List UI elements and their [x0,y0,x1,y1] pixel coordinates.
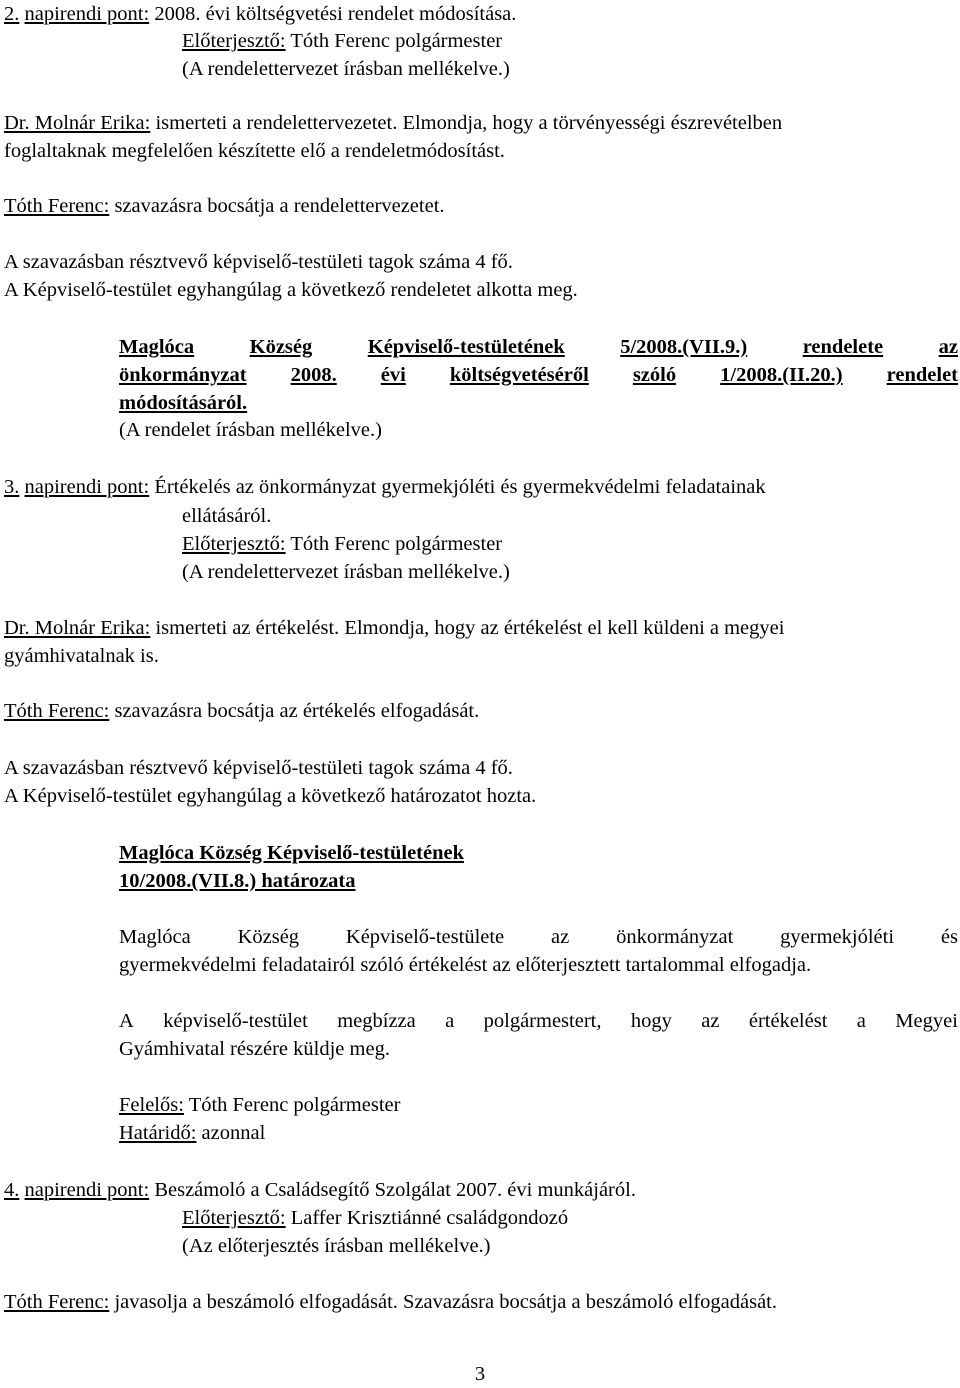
item3-p1-line1 [4,614,784,642]
item3-heading [4,473,766,501]
res-word: Maglóca [119,926,191,948]
item3-p1-text: ismerteti az értékelést. Elmondja, hogy az értékelést el kell küldeni a megyei [155,617,785,639]
item2-vote-line2: A Képviselő-testület egyhangúlag a következő rendeletet alkotta meg. [4,279,578,301]
res-word: a [445,1010,455,1032]
item2-p1-line2: foglaltaknak megfelelően készítette elő a rendeletmódosítást. [4,140,505,162]
item3-presenter-label: Előterjesztő: [182,533,286,555]
item4-presenter-label: Előterjesztő: [182,1207,286,1229]
page-number: 3 [474,1363,486,1385]
item2-decree-line2 [119,361,958,389]
item3-resolution-title1: Maglóca Község Képviselő-testületének [119,842,465,864]
item4-presenter [182,1204,568,1232]
item3-p2 [4,697,479,725]
decree-word: Képviselő-testületének [367,336,565,358]
item4-heading [4,1176,636,1204]
decree-word: önkormányzat [119,364,247,386]
item4-p1-text: javasolja a beszámoló elfogadását. Szavazásra bocsátja a beszámoló elfogadását. [114,1291,777,1313]
item3-vote-line1: A szavazásban résztvevő képviselő-testületi tagok száma 4 fő. [4,757,513,779]
item2-presenter [182,27,502,55]
item2-heading [4,0,516,28]
item3-res-p1-line1 [119,923,958,951]
item2-presenter-label: Előterjesztő: [182,30,286,52]
res-word: Megyei [895,1010,958,1032]
res-word: az [551,926,570,948]
res-word: gyermekjóléti [780,926,895,948]
item4-attachment: (Az előterjesztés írásban mellékelve.) [182,1235,491,1257]
item3-deadline-label: Határidő: [119,1122,197,1144]
item3-heading-label: napirendi pont: [24,476,150,498]
item2-p1-line1 [4,109,782,137]
item2-heading-label: napirendi pont: [24,3,150,25]
item4-p1 [4,1288,777,1316]
item3-heading-line2: ellátásáról. [182,505,272,527]
item3-res-p1-line2: gyermekvédelmi feladatairól szóló értékelést az előterjesztett tartalommal elfogadja. [119,954,812,976]
item4-heading-num: 4. [4,1179,20,1201]
item3-presenter [182,530,502,558]
item3-p1-line2: gyámhivatalnak is. [4,645,159,667]
item3-deadline [119,1119,265,1147]
item4-p1-speaker: Tóth Ferenc: [4,1291,110,1313]
item3-deadline-text: azonnal [201,1122,266,1144]
item2-p2 [4,192,445,220]
decree-word: rendelet [886,364,958,386]
item3-p2-speaker: Tóth Ferenc: [4,700,110,722]
item3-responsible [119,1091,400,1119]
res-word: önkormányzat [616,926,734,948]
decree-word: az [938,336,958,358]
decree-word: 2008. [290,364,337,386]
res-word: értékelést [748,1010,828,1032]
res-word: Képviselő-testülete [345,926,505,948]
item4-heading-label: napirendi pont: [24,1179,150,1201]
item3-responsible-text: Tóth Ferenc polgármester [188,1094,401,1116]
res-word: hogy [630,1010,672,1032]
item3-resolution-title2: 10/2008.(VII.8.) határozata [119,870,356,892]
item3-res-p2-line1 [119,1007,958,1035]
item2-decree-attachment: (A rendelet írásban mellékelve.) [119,419,382,441]
decree-word: rendelete [802,336,884,358]
res-word: A [119,1010,134,1032]
item3-responsible-label: Felelős: [119,1094,184,1116]
res-word: a [856,1010,866,1032]
item3-p2-text: szavazásra bocsátja az értékelés elfogadását. [114,700,480,722]
item2-p1-text: ismerteti a rendelettervezetet. Elmondja, hogy a törvényességi észrevételben [155,112,783,134]
item2-p2-speaker: Tóth Ferenc: [4,195,110,217]
decree-word: évi [380,364,406,386]
res-word: polgármestert, [483,1010,602,1032]
item3-res-p2-line2: Gyámhivatal részére küldje meg. [119,1038,390,1060]
res-word: megbízza [337,1010,416,1032]
item4-presenter-text: Laffer Krisztiánné családgondozó [290,1207,569,1229]
item3-heading-text: Értékelés az önkormányzat gyermekjóléti és gyermekvédelmi feladatainak [154,476,766,498]
decree-word: Maglóca [119,336,195,358]
item3-attachment: (A rendelettervezet írásban mellékelve.) [182,561,510,583]
decree-word: 1/2008.(II.20.) [720,364,843,386]
item2-vote-line1: A szavazásban résztvevő képviselő-testületi tagok száma 4 fő. [4,251,513,273]
decree-word: költségvetéséről [449,364,589,386]
item2-decree-line3: módosításáról. [119,392,248,414]
item2-p2-text: szavazásra bocsátja a rendelettervezetet. [114,195,445,217]
item3-vote-line2: A Képviselő-testület egyhangúlag a következő határozatot hozta. [4,785,537,807]
item2-presenter-text: Tóth Ferenc polgármester [290,30,503,52]
decree-word: szóló [632,364,677,386]
decree-word: Község [249,336,313,358]
item4-heading-text: Beszámoló a Családsegítő Szolgálat 2007. évi munkájáról. [154,1179,636,1201]
item2-attachment: (A rendelettervezet írásban mellékelve.) [182,58,510,80]
item2-p1-speaker: Dr. Molnár Erika: [4,112,151,134]
item3-heading-num: 3. [4,476,20,498]
item3-presenter-text: Tóth Ferenc polgármester [290,533,503,555]
item2-heading-num: 2. [4,3,20,25]
res-word: Község [237,926,300,948]
item2-decree-line1 [119,333,958,361]
res-word: képviselő-testület [163,1010,308,1032]
item3-p1-speaker: Dr. Molnár Erika: [4,617,151,639]
res-word: és [940,926,958,948]
res-word: az [701,1010,720,1032]
decree-word: 5/2008.(VII.9.) [620,336,748,358]
item2-heading-text: 2008. évi költségvetési rendelet módosítása. [154,3,517,25]
